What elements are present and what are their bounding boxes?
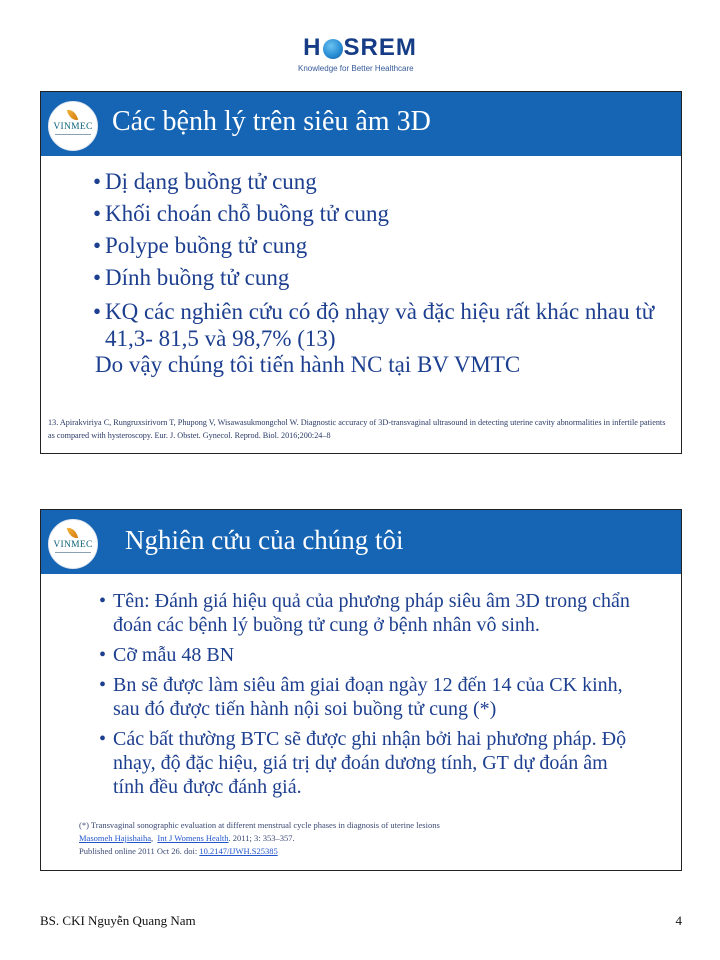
journal-link[interactable]: Int J Womens Health — [157, 833, 229, 843]
bullet-item: • Bn sẽ được làm siêu âm giai đoạn ngày 12 đến 14 của CK kinh, sau đó được tiến hành nội soi buồng tử cung (*) — [101, 673, 641, 721]
logo-divider — [55, 552, 91, 553]
hosrem-wordmark — [303, 34, 417, 62]
author-link[interactable]: Masomeh Hajishaiha — [79, 833, 151, 843]
vinmec-swirl-icon — [67, 108, 78, 122]
vinmec-wordmark: VINMEC — [53, 122, 93, 132]
slide-title: Các bệnh lý trên siêu âm 3D — [112, 106, 431, 137]
reference-block — [79, 819, 619, 858]
logo-divider — [55, 134, 91, 135]
bullet-list — [95, 166, 655, 352]
slide-2 — [40, 509, 682, 871]
journal-details: . 2011; 3: 353–357. — [228, 833, 295, 843]
bullet-item: • Tên: Đánh giá hiệu quả của phương pháp siêu âm 3D trong chẩn đoán các bệnh lý buồng tử cung ở bệnh nhân vô sinh. — [101, 589, 641, 637]
slide-title: Nghiên cứu của chúng tôi — [125, 525, 404, 555]
doi-link[interactable]: 10.2147/IJWH.S25385 — [199, 846, 278, 856]
title-bar — [41, 92, 681, 156]
bullet-item: • Các bất thường BTC sẽ được ghi nhận bởi hai phương pháp. Độ nhạy, độ đặc hiệu, giá trị dự đoán dương tính, GT dự đoán âm tính đều được đánh giá. — [101, 727, 641, 799]
brand-suffix: SREM — [343, 34, 417, 61]
conclusion-text: Do vậy chúng tôi tiến hành NC tại BV VMTC — [95, 352, 521, 377]
vinmec-swirl-icon — [67, 526, 78, 540]
bullet-item: • KQ các nghiên cứu có độ nhạy và đặc hiệu rất khác nhau từ 41,3- 81,5 và 98,7% (13) — [95, 298, 655, 352]
brand-prefix: H — [303, 34, 322, 61]
title-bar — [41, 510, 681, 574]
globe-icon — [323, 39, 343, 59]
bullet-item: • Dị dạng buồng tử cung — [95, 166, 655, 198]
hosrem-logo — [0, 34, 720, 73]
published-text: Published online 2011 Oct 26. doi: — [79, 846, 200, 856]
bullet-item: • Dính buồng tử cung — [95, 262, 655, 294]
bullet-item: • Khối choán chỗ buồng tử cung — [95, 198, 655, 230]
bullet-item: • Polype buồng tử cung — [95, 230, 655, 262]
reference-authors: Masomeh Hajishaiha, Int J Womens Health. 2011; 3: 353–357. — [79, 833, 295, 843]
slide-1 — [40, 91, 682, 454]
page-number: 4 — [675, 913, 682, 928]
vinmec-logo — [48, 519, 98, 569]
reference-published — [79, 845, 619, 858]
tagline: Knowledge for Better Healthcare — [298, 64, 414, 73]
bullet-list — [101, 589, 641, 805]
reference-title: (*) Transvaginal sonographic evaluation at different menstrual cycle phases in diagnosis of uterine lesions — [79, 820, 440, 830]
reference-text: 13. Apirakviriya C, Rungruxsirivorn T, Phupong V, Wisawasukmongchol W. Diagnostic accuracy of 3D-transvaginal ultrasound in detecting uterine cavity abnormalities in infertile patients as compared with hysteroscopy. Eur. J. Obstet. Gynecol. Reprod. Biol. 2016;200:24–8 — [48, 418, 666, 440]
footer-author: BS. CKI Nguyễn Quang Nam — [40, 913, 196, 928]
vinmec-wordmark: VINMEC — [53, 540, 93, 550]
vinmec-logo — [48, 101, 98, 151]
bullet-item: • Cỡ mẫu 48 BN — [101, 643, 641, 667]
